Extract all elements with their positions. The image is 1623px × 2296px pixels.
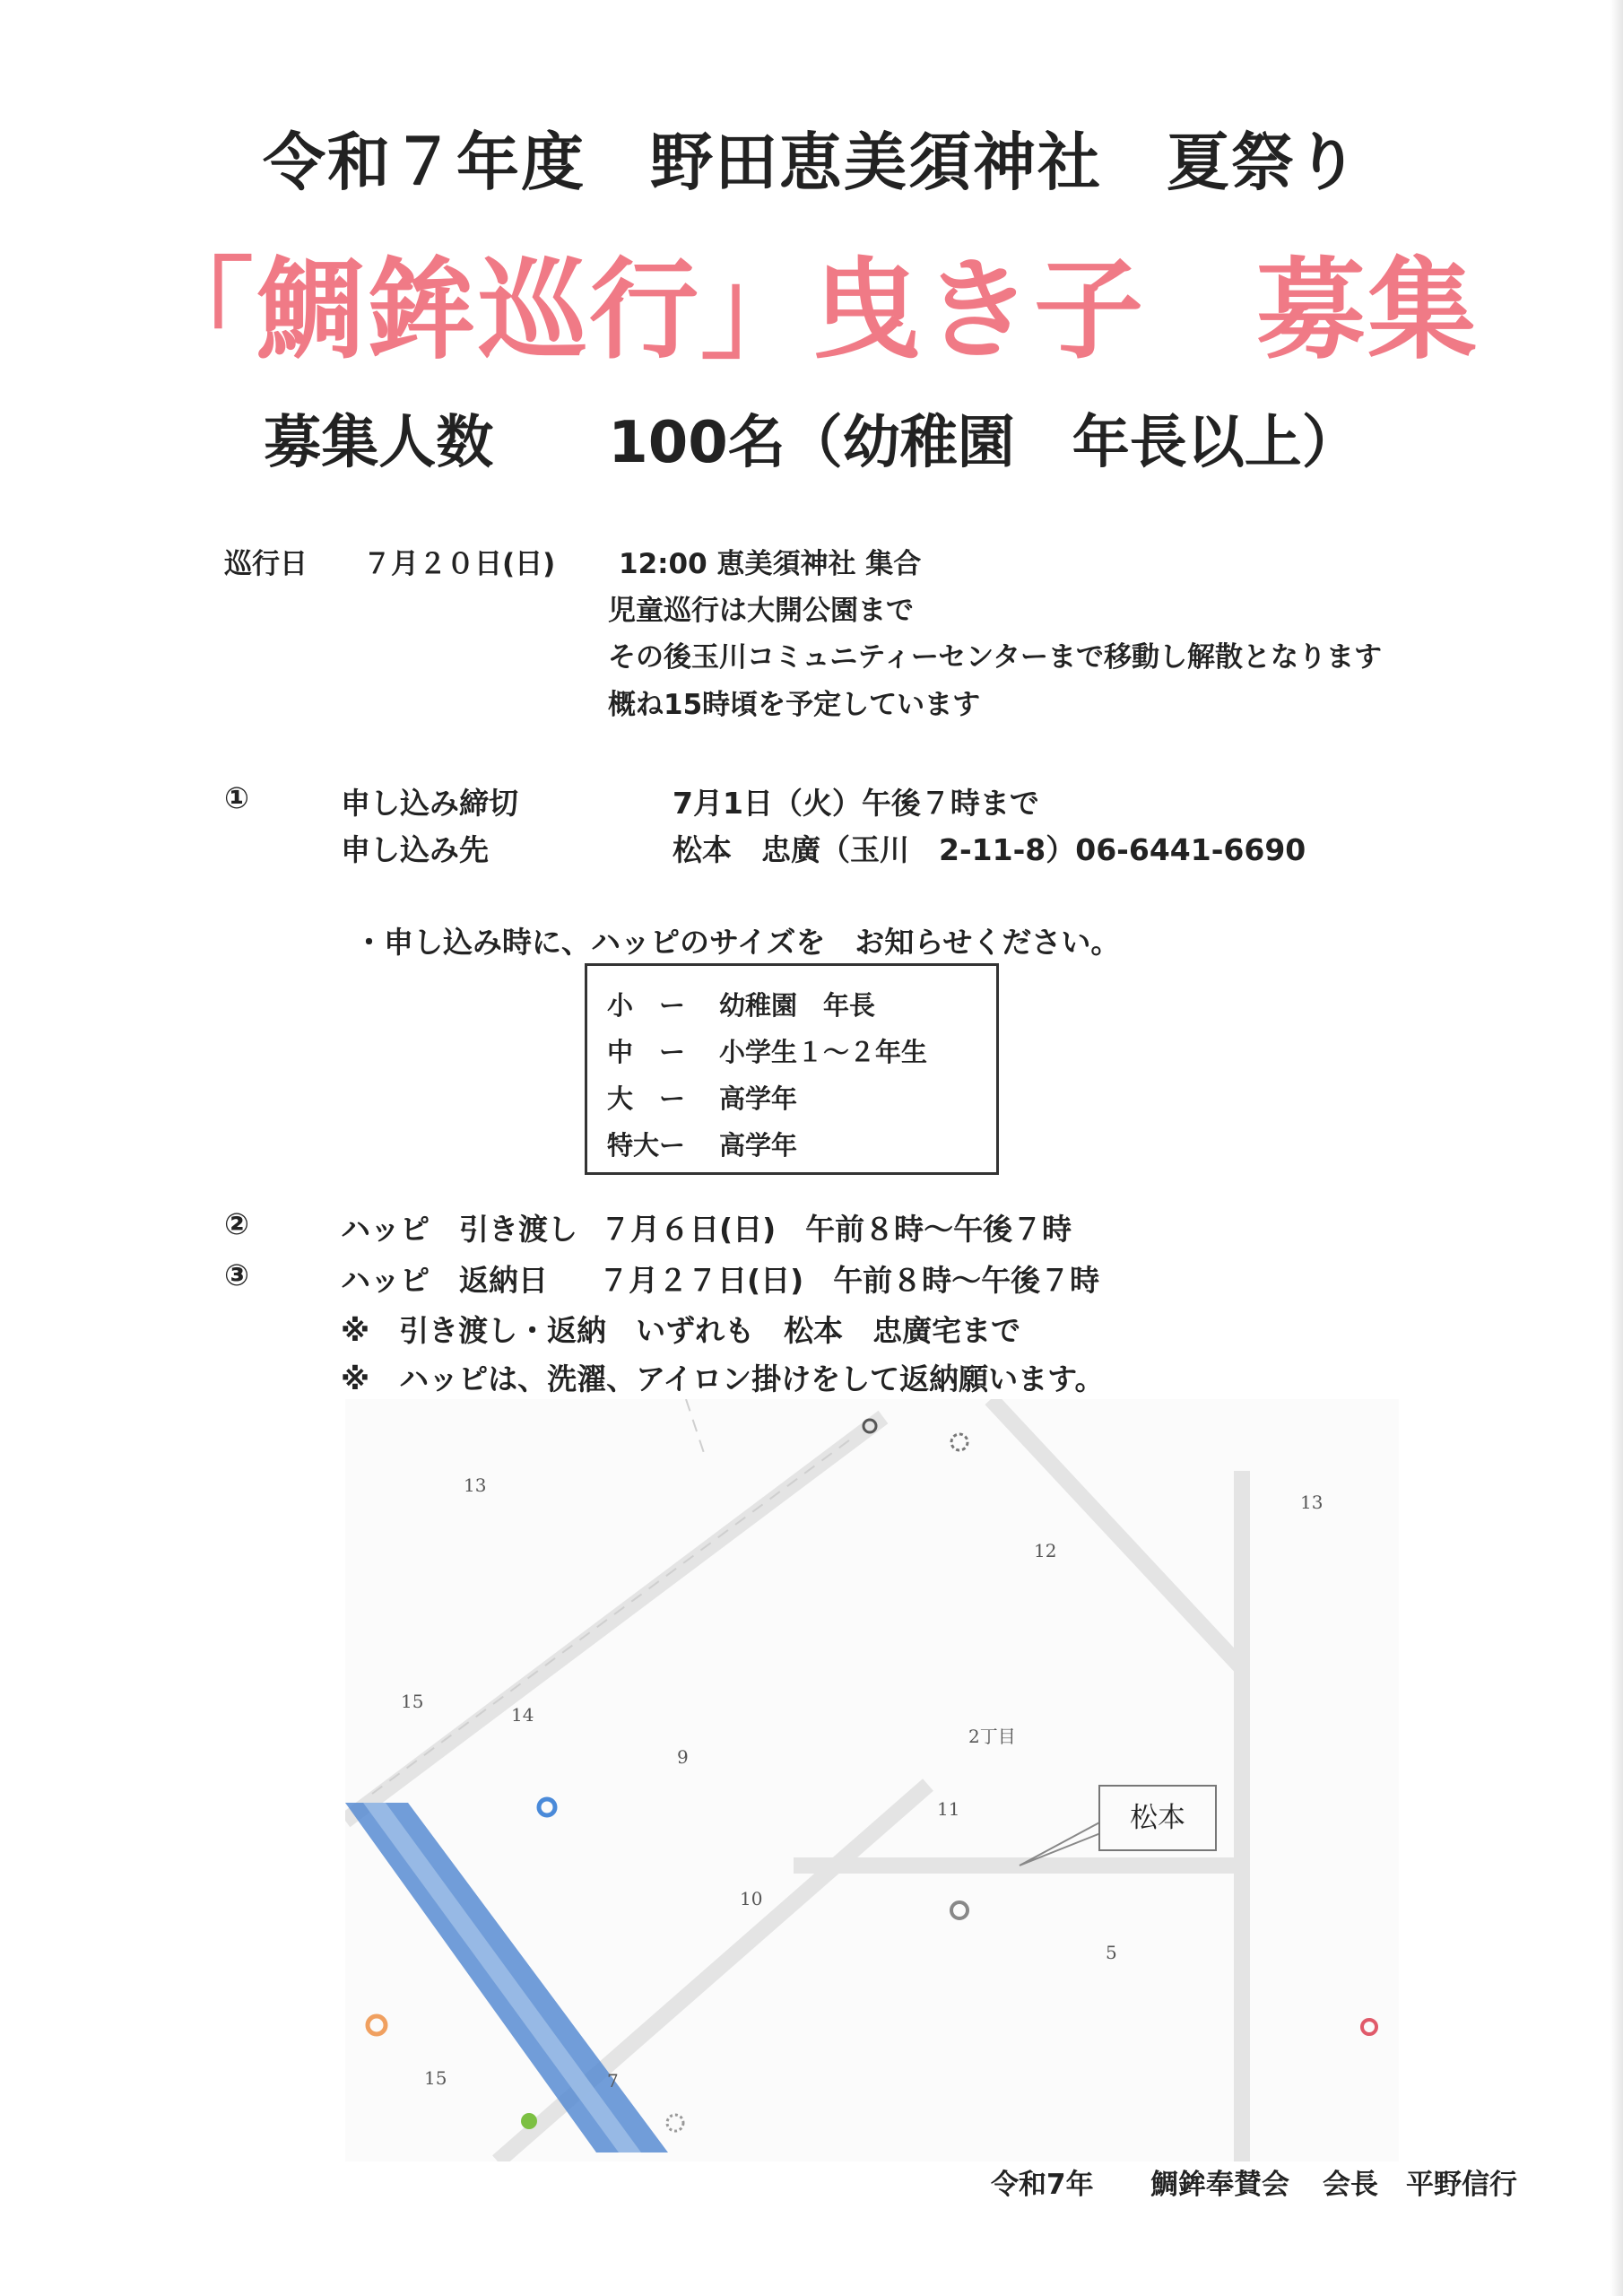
map-label: 5 [1106, 1942, 1117, 1963]
size-row-large [607, 1079, 797, 1116]
schedule-line-4: 概ね15時頃を予定しています [608, 689, 981, 721]
map-graphic [345, 1399, 1399, 2161]
item1-number: ① [224, 780, 249, 815]
schedule-label: 巡行日 [224, 548, 308, 580]
map-label: 7 [607, 2070, 619, 2092]
map-label: 13 [1300, 1492, 1324, 1513]
size-row-small [607, 986, 875, 1022]
map-label: 10 [740, 1888, 763, 1909]
size-notice: ・申し込み時に、ハッピのサイズを お知らせください。 [354, 925, 1121, 960]
location-map [345, 1399, 1399, 2161]
note-2: ※ ハッピは、洗濯、アイロン掛けをして返納願います。 [341, 1361, 1105, 1396]
item2-value: ７月６日(日) 午前８時～午後７時 [601, 1212, 1072, 1247]
size-row-medium [607, 1032, 927, 1069]
map-callout-matsumoto: 松本 [1098, 1785, 1217, 1851]
footer-chair: 会長 平野信行 [1323, 2169, 1517, 2201]
footer-year: 令和7年 [991, 2169, 1094, 2201]
size-value: 幼稚園 年長 [719, 990, 876, 1021]
size-value: 高学年 [719, 1083, 798, 1114]
schedule-line-3: その後玉川コミュニティーセンターまで移動し解散となります [608, 641, 1383, 674]
size-row-xlarge [607, 1126, 797, 1162]
map-label: 15 [424, 2067, 447, 2089]
size-key: 中 ー [607, 1037, 686, 1067]
schedule-date: ７月２０日(日) [363, 548, 556, 580]
map-label: 11 [937, 1798, 960, 1820]
deadline-label: 申し込み締切 [341, 786, 518, 821]
footer-org: 鯛鉾奉賛会 [1150, 2169, 1289, 2201]
headline: 「鯛鉾巡行」曳き子 募集 [144, 247, 1479, 374]
recruit-count: 募集人数 100名（幼稚園 年長以上） [264, 410, 1359, 476]
size-key: 特大ー [607, 1130, 686, 1161]
contact-label: 申し込み先 [341, 832, 489, 867]
map-label: 14 [511, 1704, 534, 1726]
schedule-line-2: 児童巡行は大開公園まで [608, 595, 914, 627]
contact-value: 松本 忠廣（玉川 2-11-8）06-6441-6690 [673, 832, 1306, 867]
size-key: 大 ー [607, 1083, 686, 1114]
map-label: 15 [401, 1691, 424, 1712]
size-value: 高学年 [719, 1130, 798, 1161]
map-label: 9 [677, 1746, 689, 1768]
item3-value: ７月２７日(日) 午前８時～午後７時 [599, 1263, 1100, 1298]
note-1: ※ 引き渡し・返納 いずれも 松本 忠廣宅まで [341, 1313, 1021, 1348]
deadline-value: 7月1日（火）午後７時まで [673, 786, 1039, 821]
item2-label: ハッピ 引き渡し [341, 1212, 577, 1247]
size-key: 小 ー [607, 990, 686, 1021]
item3-number: ③ [224, 1257, 249, 1292]
size-table [585, 963, 999, 1175]
size-value: 小学生１～２年生 [719, 1037, 928, 1067]
map-label: 2丁目 [968, 1726, 1016, 1747]
item2-number: ② [224, 1206, 249, 1241]
map-label: 12 [1034, 1540, 1057, 1561]
item3-label: ハッピ 返納日 [341, 1263, 548, 1298]
map-label: 13 [464, 1474, 487, 1496]
schedule-line-1: 12:00 恵美須神社 集合 [619, 548, 922, 580]
page-title: 令和７年度 野田恵美須神社 夏祭り [263, 126, 1360, 199]
